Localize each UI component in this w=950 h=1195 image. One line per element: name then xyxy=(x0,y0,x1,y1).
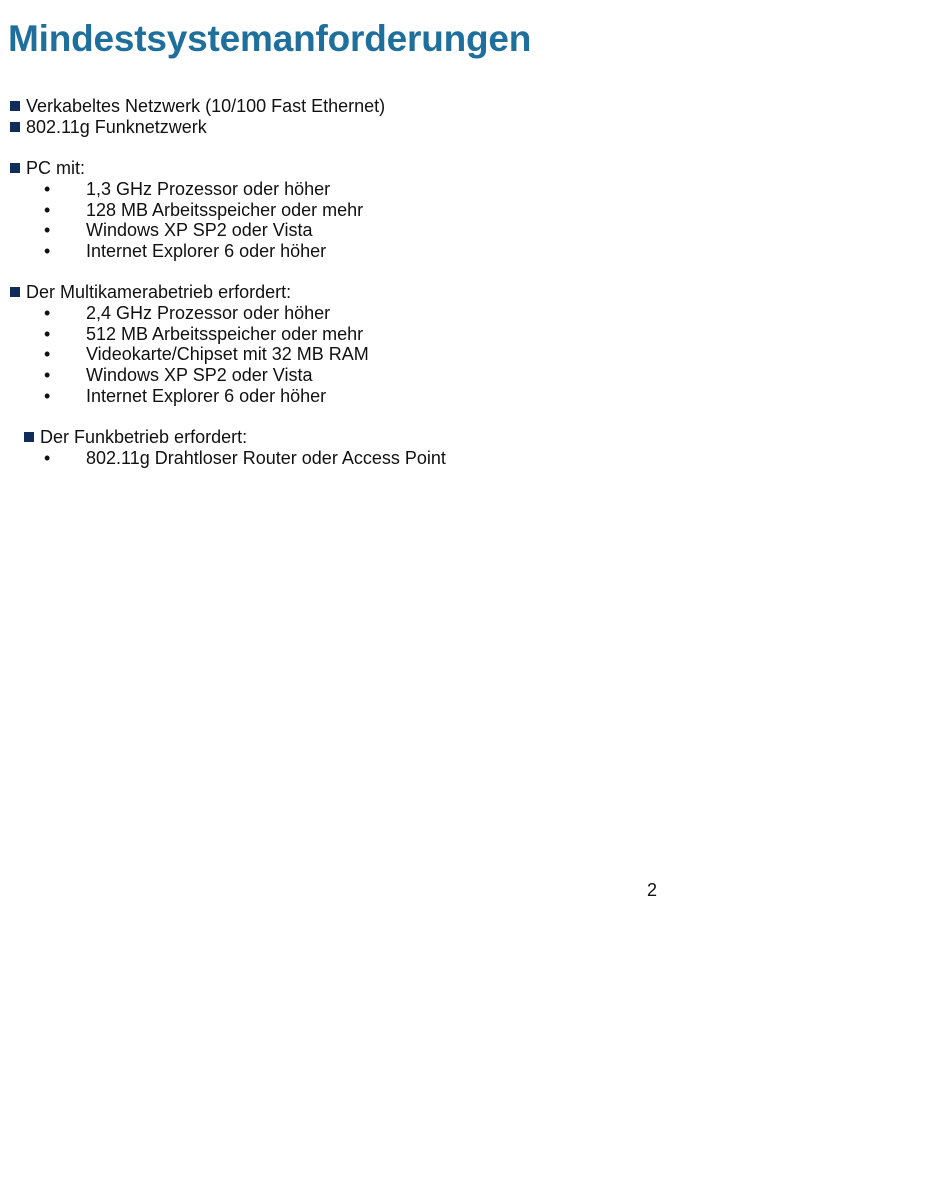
list-item-text: Internet Explorer 6 oder höher xyxy=(86,241,327,261)
dot-bullet-icon: • xyxy=(44,303,51,323)
dot-bullet-icon: • xyxy=(44,448,51,468)
page-number: 2 xyxy=(647,880,658,900)
square-bullet-icon xyxy=(10,122,20,132)
page-title: Mindestsystemanforderungen xyxy=(8,18,532,59)
square-bullet-icon xyxy=(10,163,20,173)
list-item-text: 128 MB Arbeitsspeicher oder mehr xyxy=(86,200,364,220)
dot-bullet-icon: • xyxy=(44,200,51,220)
section-heading-text: Der Funkbetrieb erfordert: xyxy=(40,427,248,447)
square-bullet-icon xyxy=(10,101,20,111)
dot-bullet-icon: • xyxy=(44,241,51,261)
list-item-text: Verkabeltes Netzwerk (10/100 Fast Ethernet) xyxy=(26,96,386,116)
list-item-text: Windows XP SP2 oder Vista xyxy=(86,365,313,385)
list-item-text: 802.11g Funknetzwerk xyxy=(26,117,207,137)
square-bullet-icon xyxy=(24,432,34,442)
dot-bullet-icon: • xyxy=(44,179,51,199)
list-item-text: 512 MB Arbeitsspeicher oder mehr xyxy=(86,324,364,344)
dot-bullet-icon: • xyxy=(44,324,51,344)
list-item-text: 1,3 GHz Prozessor oder höher xyxy=(86,179,331,199)
list-item-text: Videokarte/Chipset mit 32 MB RAM xyxy=(86,344,369,364)
list-item-text: Internet Explorer 6 oder höher xyxy=(86,386,327,406)
dot-bullet-icon: • xyxy=(44,365,51,385)
section-heading-text: Der Multikamerabetrieb erfordert: xyxy=(26,282,292,302)
dot-bullet-icon: • xyxy=(44,344,51,364)
section-heading-text: PC mit: xyxy=(26,158,86,178)
square-bullet-icon xyxy=(10,287,20,297)
dot-bullet-icon: • xyxy=(44,220,51,240)
list-item-text: 2,4 GHz Prozessor oder höher xyxy=(86,303,331,323)
list-item-text: 802.11g Drahtloser Router oder Access Point xyxy=(86,448,446,468)
dot-bullet-icon: • xyxy=(44,386,51,406)
list-item-text: Windows XP SP2 oder Vista xyxy=(86,220,313,240)
